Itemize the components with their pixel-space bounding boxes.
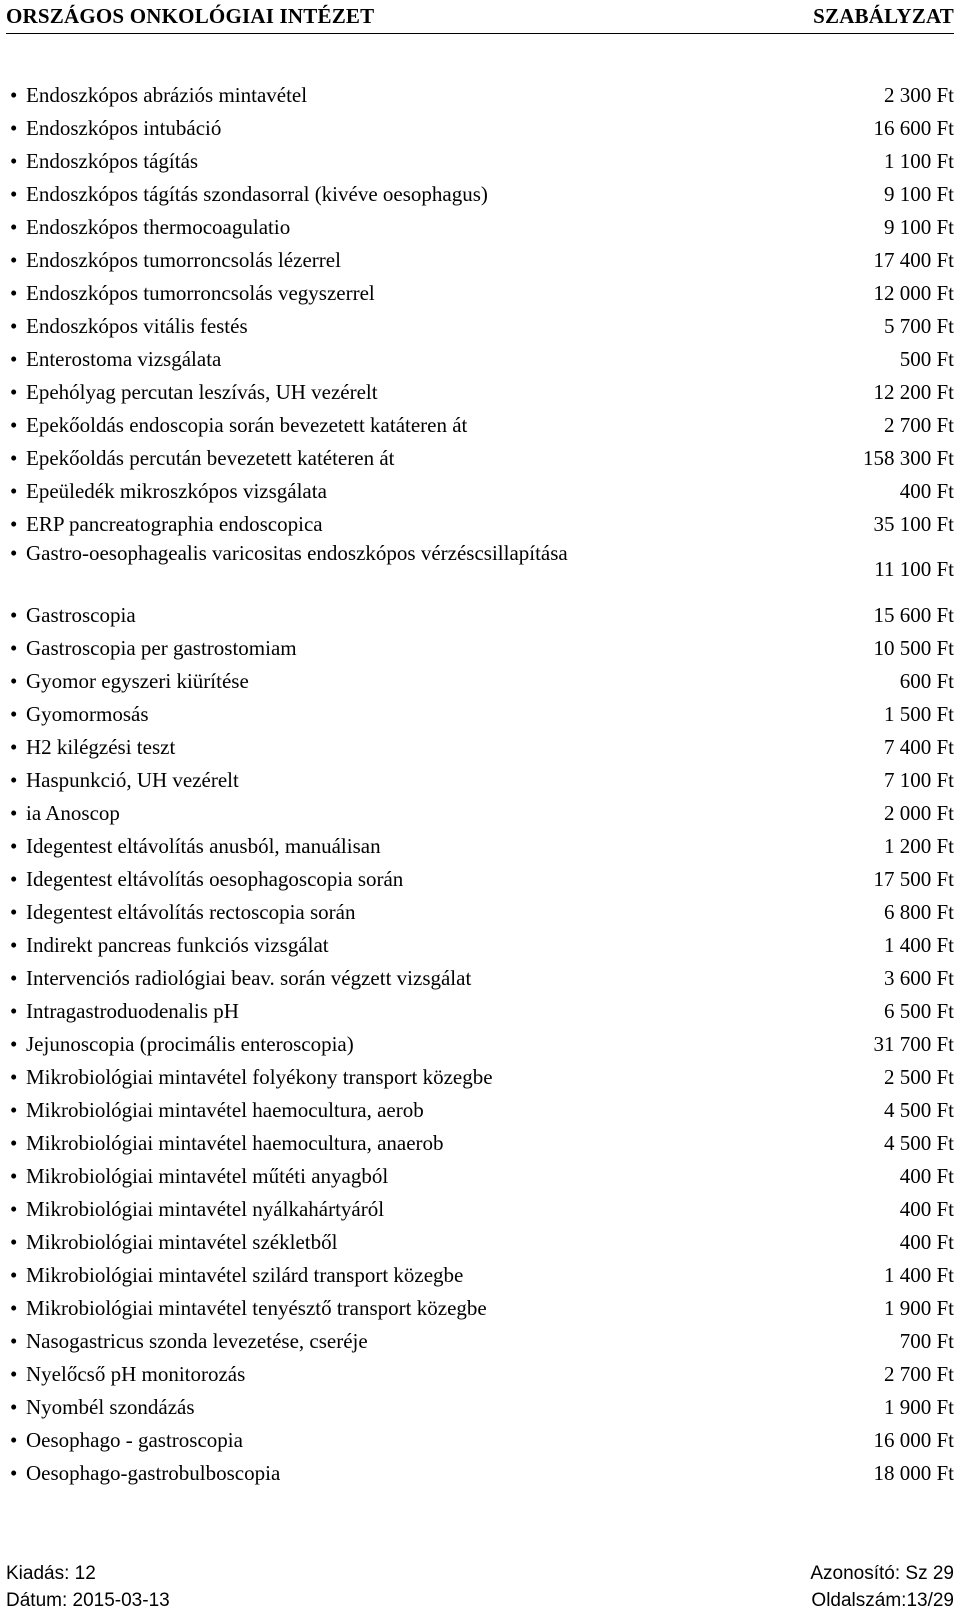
procedure-name [10,510,710,539]
procedure-price: 12 200 Ft [873,380,954,404]
procedure-price: 2 700 Ft [883,1362,954,1386]
procedure-price: 7 100 Ft [883,768,954,792]
bullet-icon: • [10,933,18,957]
procedure-price: 35 100 Ft [873,512,954,536]
procedure-name [10,213,710,242]
list-item [10,630,954,663]
bullet-icon: • [10,413,18,437]
procedure-price: 1 400 Ft [883,1263,954,1287]
list-item [10,597,954,630]
procedure-name [10,1129,710,1158]
procedure-price: 9 100 Ft [883,182,954,206]
procedure-price: 7 400 Ft [883,735,954,759]
procedure-name [10,1063,710,1092]
procedure-price: 11 100 Ft [874,557,954,581]
bullet-icon: • [10,149,18,173]
procedure-price: 9 100 Ft [883,215,954,239]
procedure-name [10,700,710,729]
list-item [10,729,954,762]
procedure-label: Endoszkópos tumorroncsolás vegyszerrel [26,281,375,305]
list-item [10,1422,954,1455]
procedure-name [10,832,710,861]
procedure-label: Intragastroduodenalis pH [26,999,239,1023]
list-item [10,1158,954,1191]
list-item [10,374,954,407]
list-item [10,275,954,308]
procedure-label: Endoszkópos intubáció [26,116,222,140]
procedure-price: 2 000 Ft [883,801,954,825]
procedure-name [10,634,710,663]
bullet-icon: • [10,215,18,239]
bullet-icon: • [10,1461,18,1485]
list-item [10,960,954,993]
procedure-label: Oesophago - gastroscopia [26,1428,243,1452]
bullet-icon: • [10,446,18,470]
bullet-icon: • [10,248,18,272]
procedure-price: 17 500 Ft [873,867,954,891]
procedure-label: Mikrobiológiai mintavétel műtéti anyagból [26,1164,389,1188]
bullet-icon: • [10,512,18,536]
procedure-name [10,1426,710,1455]
date-label: Dátum: 2015-03-13 [6,1590,170,1611]
list-item [10,440,954,473]
bullet-icon: • [10,867,18,891]
procedure-price: 4 500 Ft [883,1131,954,1155]
procedure-name [10,898,710,927]
procedure-price: 18 000 Ft [873,1461,954,1485]
procedure-price: 700 Ft [899,1329,954,1353]
procedure-name [10,931,710,960]
procedure-name [10,601,710,630]
list-item [10,209,954,242]
procedure-label: Gastroscopia per gastrostomiam [26,636,297,660]
list-item [10,1290,954,1323]
bullet-icon: • [10,1263,18,1287]
bullet-icon: • [10,636,18,660]
list-item [10,308,954,341]
bullet-icon: • [10,1032,18,1056]
bullet-icon: • [10,801,18,825]
bullet-icon: • [10,1098,18,1122]
bullet-icon: • [10,1230,18,1254]
procedure-price: 17 400 Ft [873,248,954,272]
bullet-icon: • [10,347,18,371]
bullet-icon: • [10,1362,18,1386]
page-header [6,0,954,34]
procedure-label: Jejunoscopia (procimális enteroscopia) [26,1032,354,1056]
bullet-icon: • [10,83,18,107]
procedure-label: Haspunkció, UH vezérelt [26,768,239,792]
procedure-label: Mikrobiológiai mintavétel szilárd transport közegbe [26,1263,464,1287]
procedure-label: Gastroscopia [26,603,136,627]
list-item [10,663,954,696]
bullet-icon: • [10,1428,18,1452]
procedure-price: 10 500 Ft [873,636,954,660]
list-item [10,762,954,795]
procedure-name [10,1327,710,1356]
procedure-name [10,865,710,894]
list-item [10,242,954,275]
list-item [10,696,954,729]
procedure-name [10,444,710,473]
document-type: SZABÁLYZAT [813,4,954,28]
procedure-label: Indirekt pancreas funkciós vizsgálat [26,933,329,957]
procedure-name [10,1096,710,1125]
list-item [10,1059,954,1092]
bullet-icon: • [10,116,18,140]
procedure-price: 1 900 Ft [883,1395,954,1419]
procedure-price: 500 Ft [899,347,954,371]
procedure-label: Epekőoldás percután bevezetett katéteren át [26,446,395,470]
procedure-price: 2 700 Ft [883,413,954,437]
list-item [10,927,954,960]
procedure-price: 1 100 Ft [883,149,954,173]
procedure-price: 6 500 Ft [883,999,954,1023]
procedure-name [10,312,710,341]
bullet-icon: • [10,735,18,759]
bullet-icon: • [10,479,18,503]
procedure-label: Gyomor egyszeri kiürítése [26,669,249,693]
procedure-price: 400 Ft [899,1230,954,1254]
procedure-label: Endoszkópos vitális festés [26,314,248,338]
procedure-name [10,411,710,440]
procedure-price: 31 700 Ft [873,1032,954,1056]
list-item [10,77,954,110]
procedure-price: 6 800 Ft [883,900,954,924]
list-item [10,341,954,374]
procedure-label: Enterostoma vizsgálata [26,347,222,371]
procedure-price: 400 Ft [899,1197,954,1221]
procedure-label: Gastro-oesophagealis varicositas endoszkópos vérzéscsillapítása [26,541,568,565]
procedure-name [10,1393,710,1422]
bullet-icon: • [10,834,18,858]
bullet-icon: • [10,669,18,693]
procedure-price: 1 500 Ft [883,702,954,726]
list-item [10,795,954,828]
bullet-icon: • [10,1329,18,1353]
bullet-icon: • [10,900,18,924]
procedure-price: 2 300 Ft [883,83,954,107]
list-item [10,993,954,1026]
bullet-icon: • [10,702,18,726]
procedure-name [10,1294,710,1323]
procedure-name [10,345,710,374]
page-footer [6,1563,954,1617]
procedure-name [10,964,710,993]
bullet-icon: • [10,314,18,338]
list-item [10,894,954,927]
procedure-label: Endoszkópos tágítás szondasorral (kivéve oesophagus) [26,182,488,206]
procedure-label: ERP pancreatographia endoscopica [26,512,323,536]
procedure-label: Epeüledék mikroszkópos vizsgálata [26,479,327,503]
list-item [10,539,954,597]
procedure-name [10,180,710,209]
procedure-price: 400 Ft [899,1164,954,1188]
procedure-price: 158 300 Ft [862,446,954,470]
procedure-name [10,1162,710,1191]
procedure-label: Nyombél szondázás [26,1395,195,1419]
bullet-icon: • [10,966,18,990]
procedure-name [10,1360,710,1389]
procedure-name [10,147,710,176]
procedure-name [10,114,710,143]
procedure-label: Idegentest eltávolítás oesophagoscopia során [26,867,404,891]
procedure-price: 12 000 Ft [873,281,954,305]
procedure-name [10,1228,710,1257]
edition-label: Kiadás: 12 [6,1563,96,1584]
procedure-label: Mikrobiológiai mintavétel tenyésztő transport közegbe [26,1296,487,1320]
procedure-name [10,1459,710,1488]
procedure-price: 3 600 Ft [883,966,954,990]
procedure-name [10,799,710,828]
list-item [10,110,954,143]
procedure-label: Mikrobiológiai mintavétel nyálkahártyáról [26,1197,385,1221]
price-list [10,77,954,1488]
procedure-label: Idegentest eltávolítás rectoscopia során [26,900,356,924]
procedure-label: Nasogastricus szonda levezetése, cseréje [26,1329,368,1353]
procedure-price: 4 500 Ft [883,1098,954,1122]
procedure-name [10,667,710,696]
procedure-price: 400 Ft [899,479,954,503]
procedure-label: Epekőoldás endoscopia során bevezetett katáteren át [26,413,468,437]
list-item [10,1092,954,1125]
procedure-label: Mikrobiológiai mintavétel haemocultura, anaerob [26,1131,444,1155]
list-item [10,1257,954,1290]
procedure-price: 15 600 Ft [873,603,954,627]
procedure-label: Oesophago-gastrobulboscopia [26,1461,281,1485]
procedure-label: Nyelőcső pH monitorozás [26,1362,246,1386]
bullet-icon: • [10,1395,18,1419]
procedure-price: 5 700 Ft [883,314,954,338]
institution-name: ORSZÁGOS ONKOLÓGIAI INTÉZET [6,4,375,28]
bullet-icon: • [10,999,18,1023]
bullet-icon: • [10,1065,18,1089]
procedure-price: 1 200 Ft [883,834,954,858]
list-item [10,1455,954,1488]
procedure-name [10,279,710,308]
list-item [10,1389,954,1422]
procedure-name [10,733,710,762]
bullet-icon: • [10,1164,18,1188]
procedure-price: 1 400 Ft [883,933,954,957]
procedure-label: Mikrobiológiai mintavétel székletből [26,1230,338,1254]
list-item [10,473,954,506]
procedure-label: Mikrobiológiai mintavétel folyékony transport közegbe [26,1065,493,1089]
bullet-icon: • [10,768,18,792]
list-item [10,861,954,894]
bullet-icon: • [10,1296,18,1320]
procedure-label: H2 kilégzési teszt [26,735,176,759]
procedure-price: 16 600 Ft [873,116,954,140]
procedure-price: 16 000 Ft [873,1428,954,1452]
list-item [10,1026,954,1059]
procedure-name [10,766,710,795]
procedure-name [10,477,710,506]
procedure-label: Idegentest eltávolítás anusból, manuálisan [26,834,381,858]
procedure-name [10,1195,710,1224]
procedure-name [10,539,710,568]
procedure-price: 2 500 Ft [883,1065,954,1089]
procedure-name [10,1261,710,1290]
page-number: Oldalszám:13/29 [811,1590,954,1611]
procedure-name [10,81,710,110]
bullet-icon: • [10,1197,18,1221]
procedure-label: Endoszkópos abráziós mintavétel [26,83,308,107]
list-item [10,1125,954,1158]
procedure-name [10,246,710,275]
identifier-label: Azonosító: Sz 29 [810,1563,954,1584]
procedure-name [10,997,710,1026]
list-item [10,1323,954,1356]
list-item [10,143,954,176]
procedure-label: ia Anoscop [26,801,120,825]
procedure-label: Endoszkópos tumorroncsolás lézerrel [26,248,341,272]
procedure-price: 600 Ft [899,669,954,693]
list-item [10,828,954,861]
bullet-icon: • [10,541,18,565]
list-item [10,176,954,209]
procedure-label: Epehólyag percutan leszívás, UH vezérelt [26,380,378,404]
bullet-icon: • [10,380,18,404]
bullet-icon: • [10,1131,18,1155]
procedure-label: Gyomormosás [26,702,149,726]
bullet-icon: • [10,182,18,206]
procedure-price: 1 900 Ft [883,1296,954,1320]
bullet-icon: • [10,281,18,305]
procedure-label: Endoszkópos tágítás [26,149,199,173]
procedure-name [10,1030,710,1059]
bullet-icon: • [10,603,18,627]
procedure-label: Mikrobiológiai mintavétel haemocultura, aerob [26,1098,424,1122]
list-item [10,407,954,440]
list-item [10,1224,954,1257]
list-item [10,1356,954,1389]
procedure-label: Endoszkópos thermocoagulatio [26,215,291,239]
procedure-label: Intervenciós radiológiai beav. során végzett vizsgálat [26,966,472,990]
list-item [10,506,954,539]
procedure-name [10,378,710,407]
list-item [10,1191,954,1224]
